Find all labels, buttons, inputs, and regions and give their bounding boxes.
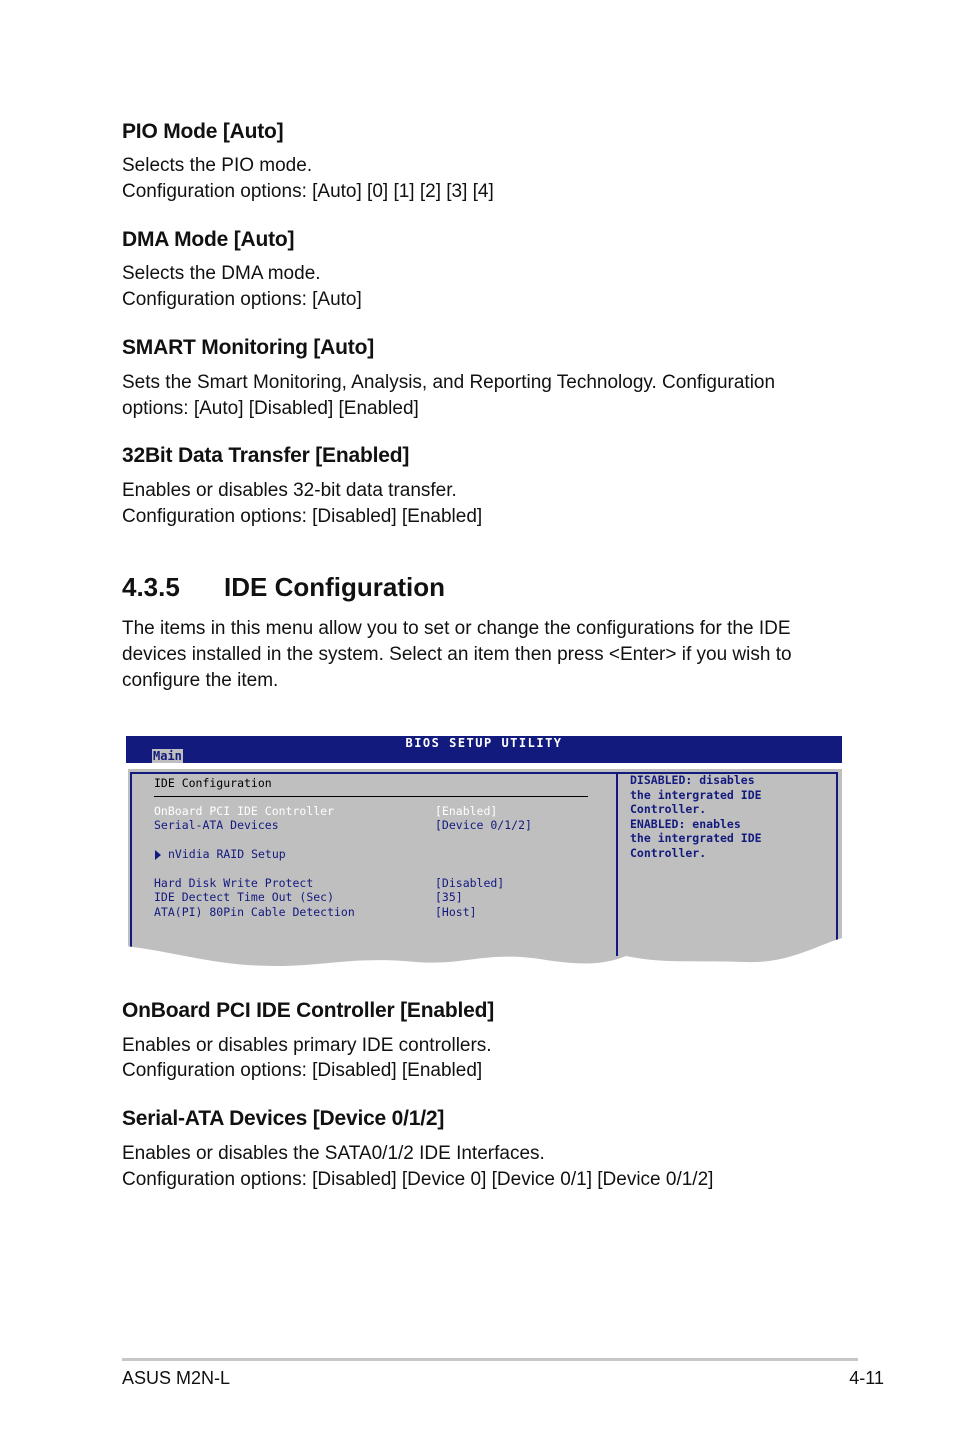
serial-ata-text-2: Configuration options: [Disabled] [Device 0] [Device 0/1] [Device 0/1/2] [122, 1169, 714, 1190]
intro-line-3: configure the item. [122, 670, 279, 691]
bios-value-cable-detection[interactable]: [Host] [435, 905, 477, 919]
bios-help-line-2: the intergrated IDE [630, 787, 762, 802]
bios-value-onboard-ide[interactable]: [Enabled] [435, 804, 498, 818]
bios-help-line-5: the intergrated IDE [630, 831, 762, 845]
pio-mode-text-2: Configuration options: [Auto] [0] [1] [2] [3] [4] [122, 181, 494, 202]
bios-item-ide-timeout[interactable]: IDE Dectect Time Out (Sec) [154, 890, 335, 904]
footer-page-number: 4-11 [849, 1368, 884, 1388]
bios-item-onboard-ide[interactable]: OnBoard PCI IDE Controller [154, 804, 335, 818]
intro-line-1: The items in this menu allow you to set or change the configurations for the IDE [122, 618, 791, 639]
bios-screenshot [126, 736, 842, 968]
bios-left-pane [130, 772, 618, 956]
intro-line-2: devices installed in the system. Select an item then press <Enter> if you wish to [122, 644, 792, 665]
bios-item-nvidia-raid[interactable]: nVidia RAID Setup [168, 847, 286, 861]
bios-divider [154, 796, 588, 797]
smart-monitoring-heading: SMART Monitoring [Auto] [122, 336, 374, 359]
bios-help-line-6: Controller. [630, 845, 707, 860]
data-transfer-text-2: Configuration options: [Disabled] [Enabled] [122, 506, 483, 527]
smart-monitoring-text-2: options: [Auto] [Disabled] [Enabled] [122, 398, 419, 419]
footer-rule [122, 1358, 858, 1361]
pio-mode-heading: PIO Mode [Auto] [122, 120, 284, 143]
serial-ata-heading: Serial-ATA Devices [Device 0/1/2] [122, 1107, 445, 1130]
section-heading [122, 572, 445, 603]
onboard-ide-heading: OnBoard PCI IDE Controller [Enabled] [122, 999, 494, 1022]
pio-mode-text-1: Selects the PIO mode. [122, 155, 313, 176]
bios-help-line-4: ENABLED: enables [630, 816, 741, 831]
onboard-ide-text-2: Configuration options: [Disabled] [Enabled] [122, 1060, 483, 1081]
torn-edge-decoration [126, 936, 842, 976]
bios-value-ide-timeout[interactable]: [35] [435, 890, 463, 904]
footer-product: ASUS M2N-L [122, 1368, 231, 1388]
section-title: IDE Configuration [224, 572, 445, 602]
bios-panel-title: IDE Configuration [154, 776, 272, 790]
onboard-ide-text-1: Enables or disables primary IDE controllers. [122, 1035, 492, 1056]
smart-monitoring-text-1: Sets the Smart Monitoring, Analysis, and Reporting Technology. Configuration [122, 372, 776, 393]
bios-value-serial-ata[interactable]: [Device 0/1/2] [435, 818, 532, 832]
bios-help-line-1: DISABLED: disables [630, 773, 755, 787]
data-transfer-text-1: Enables or disables 32-bit data transfer. [122, 480, 457, 501]
section-number: 4.3.5 [122, 572, 180, 602]
bios-item-hdd-write-protect[interactable]: Hard Disk Write Protect [154, 876, 314, 890]
dma-mode-text-2: Configuration options: [Auto] [122, 289, 362, 310]
bios-help-line-3: Controller. [630, 802, 707, 816]
serial-ata-text-1: Enables or disables the SATA0/1/2 IDE Interfaces. [122, 1143, 545, 1164]
submenu-arrow-icon [154, 850, 162, 860]
data-transfer-heading: 32Bit Data Transfer [Enabled] [122, 444, 410, 467]
dma-mode-text-1: Selects the DMA mode. [122, 263, 321, 284]
bios-title: BIOS SETUP UTILITY [405, 736, 563, 750]
bios-tab-main[interactable]: Main [153, 749, 182, 763]
bios-item-serial-ata[interactable]: Serial-ATA Devices [154, 818, 279, 832]
bios-item-cable-detection[interactable]: ATA(PI) 80Pin Cable Detection [154, 905, 355, 919]
bios-value-hdd-write-protect[interactable]: [Disabled] [435, 876, 505, 890]
dma-mode-heading: DMA Mode [Auto] [122, 228, 295, 251]
